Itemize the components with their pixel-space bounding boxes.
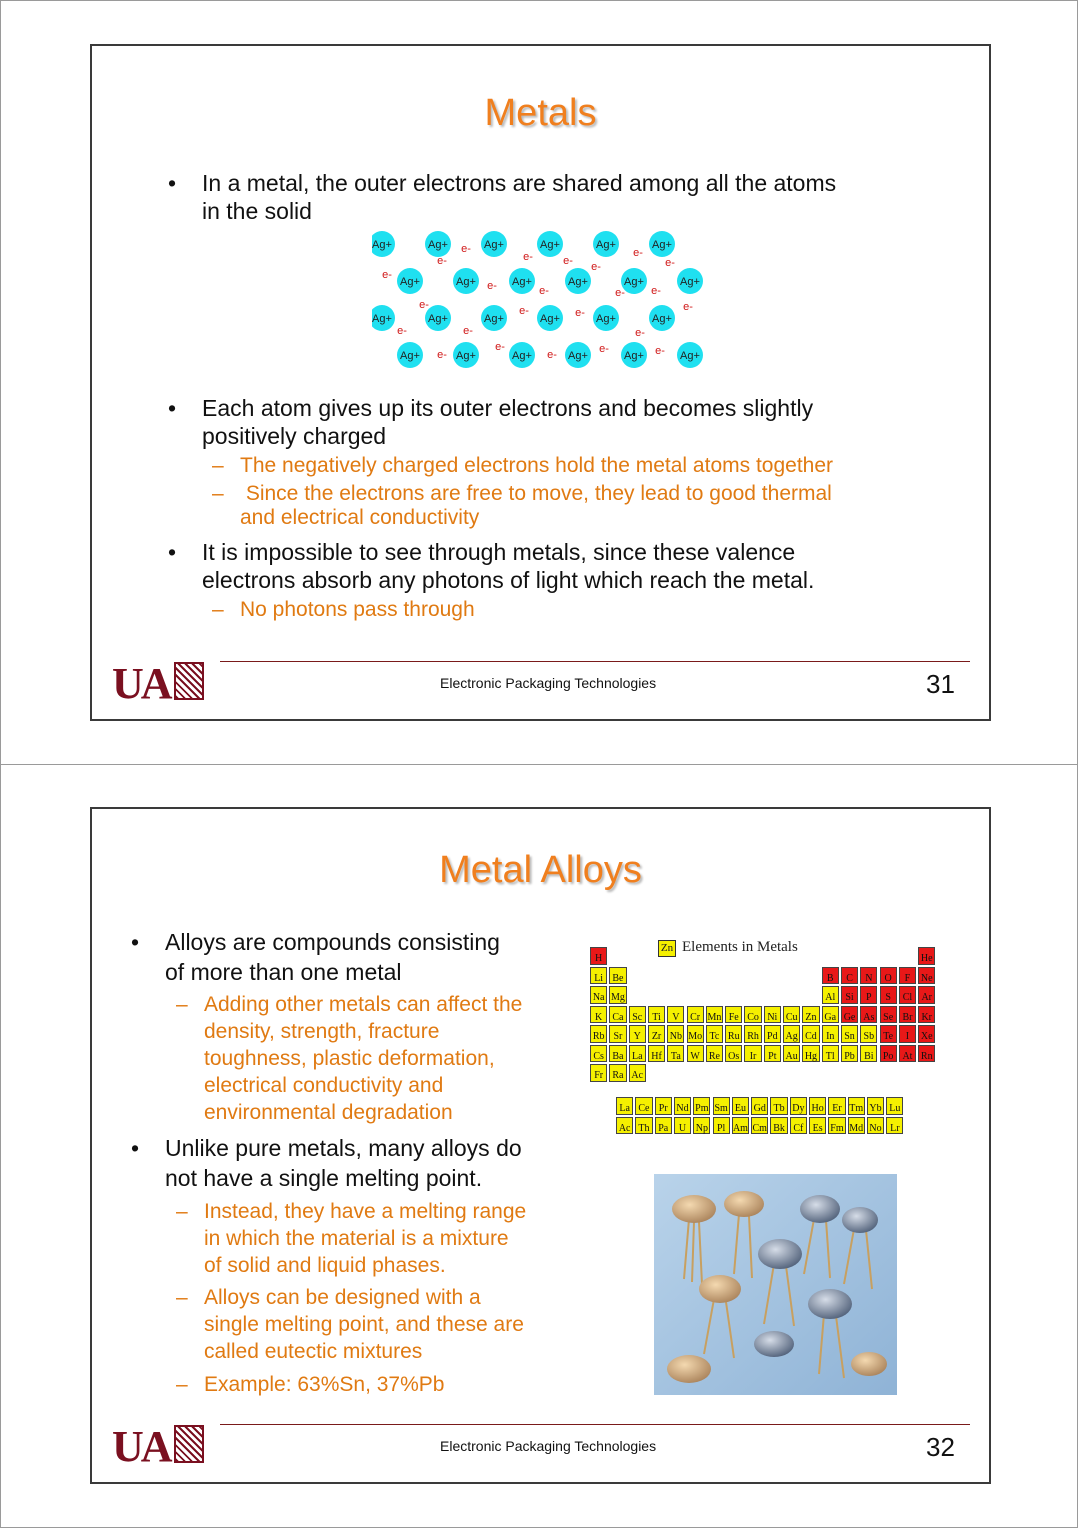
svg-text:Ag+: Ag+ <box>428 239 448 251</box>
bullet-1 <box>168 169 942 225</box>
element-cell: Na <box>590 986 607 1004</box>
element-cell: Zn <box>802 1006 819 1024</box>
ag-ion <box>453 268 479 294</box>
element-cell: Rh <box>744 1025 761 1043</box>
ag-ion <box>565 342 591 368</box>
element-cell: Tm <box>848 1097 865 1115</box>
sub-bullet-2a-line-2: in which the material is a mixture <box>204 1227 509 1250</box>
element-cell: O <box>880 967 897 985</box>
logo-mark-icon <box>174 1425 204 1463</box>
element-cell: Pb <box>841 1045 858 1063</box>
bullet-2-line-2: not have a single melting point. <box>165 1165 483 1191</box>
element-cell: Au <box>783 1045 800 1063</box>
bullet-3-line-2: electrons absorb any photons of light which reach the metal. <box>202 567 815 593</box>
svg-text:Ag+: Ag+ <box>372 313 392 325</box>
element-cell: Li <box>590 967 607 985</box>
electron: e- <box>539 285 549 297</box>
sub-bullet-dash: – <box>212 454 224 477</box>
bullet-dot: • <box>131 1135 140 1161</box>
ag-ion <box>621 268 647 294</box>
sub-bullet-1a-line-2: density, strength, fracture <box>204 1020 440 1043</box>
svg-text:Ag+: Ag+ <box>456 276 476 288</box>
element-cell: No <box>867 1117 884 1135</box>
element-cell: Re <box>706 1045 723 1063</box>
svg-text:Ag+: Ag+ <box>512 350 532 362</box>
sub-bullet-1a-line-5: environmental degradation <box>204 1101 453 1124</box>
element-cell: Ra <box>609 1064 626 1082</box>
ag-ion <box>425 231 451 257</box>
element-cell: W <box>687 1045 704 1063</box>
element-cell: K <box>590 1006 607 1024</box>
element-cell: Pa <box>655 1117 672 1135</box>
element-cell: Cu <box>783 1006 800 1024</box>
element-cell: Nd <box>674 1097 691 1115</box>
transistors-photo <box>654 1174 897 1395</box>
sub-bullet-1a-line-4: electrical conductivity and <box>204 1074 444 1097</box>
electron: e- <box>655 345 665 357</box>
bullet-dot: • <box>168 170 177 196</box>
element-cell: Ir <box>744 1045 761 1063</box>
bullet-2 <box>168 394 942 450</box>
element-cell: Tc <box>706 1025 723 1043</box>
element-cell: Rb <box>590 1025 607 1043</box>
footer-line <box>220 1424 970 1425</box>
sub-bullet-2a <box>212 452 940 479</box>
element-cell: N <box>860 967 877 985</box>
bullet-dot: • <box>131 929 140 955</box>
element-cell: Sn <box>841 1025 858 1043</box>
bullet-1-line-2: in the solid <box>202 198 312 224</box>
sub-bullet-1a-line-3: toughness, plastic deformation, <box>204 1047 495 1070</box>
electron: e- <box>635 327 645 339</box>
ag-ion <box>537 305 563 331</box>
slide-32 <box>90 807 991 1484</box>
electron: e- <box>523 251 533 263</box>
svg-text:Ag+: Ag+ <box>624 350 644 362</box>
element-cell: As <box>860 1006 877 1024</box>
svg-text:Ag+: Ag+ <box>652 239 672 251</box>
electron: e- <box>461 243 471 255</box>
ag-ion <box>397 342 423 368</box>
periodic-table <box>588 935 960 1145</box>
element-cell: Mo <box>687 1025 704 1043</box>
ag-ion <box>425 305 451 331</box>
legend-swatch: Zn <box>658 940 676 957</box>
element-cell: U <box>674 1117 691 1135</box>
svg-text:Ag+: Ag+ <box>540 313 560 325</box>
element-cell: Pr <box>655 1097 672 1115</box>
electron: e- <box>651 285 661 297</box>
element-cell: Bi <box>860 1045 877 1063</box>
svg-text:Ag+: Ag+ <box>372 239 392 251</box>
element-cell: Y <box>629 1025 646 1043</box>
footer-line <box>220 661 970 662</box>
element-cell: Sm <box>713 1097 730 1115</box>
ag-ion <box>372 305 395 331</box>
element-cell: Np <box>693 1117 710 1135</box>
element-cell: Ni <box>764 1006 781 1024</box>
electron: e- <box>665 257 675 269</box>
ag-ion <box>649 231 675 257</box>
ag-ion <box>453 342 479 368</box>
svg-text:Ag+: Ag+ <box>400 350 420 362</box>
element-cell: Ru <box>725 1025 742 1043</box>
sub-bullet-2a-line-3: of solid and liquid phases. <box>204 1254 446 1277</box>
table-legend <box>658 939 798 957</box>
element-cell: Yb <box>867 1097 884 1115</box>
element-cell: La <box>629 1045 646 1063</box>
element-cell: Er <box>828 1097 845 1115</box>
page-number: 31 <box>926 669 955 699</box>
electron: e- <box>419 299 429 311</box>
ag-ion <box>649 305 675 331</box>
element-cell: Pt <box>764 1045 781 1063</box>
electron: e- <box>397 325 407 337</box>
sub-bullet-2b <box>212 482 940 530</box>
element-cell: Mn <box>706 1006 723 1024</box>
element-cell: Ne <box>918 967 935 985</box>
element-cell: V <box>667 1006 684 1024</box>
slide-31 <box>90 44 991 721</box>
bullet-1-line-1: Alloys are compounds consisting <box>165 929 500 955</box>
bullet-1 <box>131 927 585 987</box>
svg-text:Ag+: Ag+ <box>484 313 504 325</box>
electron: e- <box>382 269 392 281</box>
sub-bullet-2a-line-1: Instead, they have a melting range <box>204 1200 527 1223</box>
svg-text:Ag+: Ag+ <box>456 350 476 362</box>
svg-text:Ag+: Ag+ <box>428 313 448 325</box>
element-cell: Al <box>822 986 839 1004</box>
svg-text:Ag+: Ag+ <box>652 313 672 325</box>
ag-ion <box>397 268 423 294</box>
ag-ion <box>677 342 703 368</box>
element-cell: Os <box>725 1045 742 1063</box>
element-cell: Ho <box>809 1097 826 1115</box>
element-cell: Br <box>899 1006 916 1024</box>
element-cell: Bk <box>770 1117 787 1135</box>
element-cell: Be <box>609 967 626 985</box>
sub-bullet-dash: – <box>212 482 224 505</box>
element-cell: Co <box>744 1006 761 1024</box>
ag-ion <box>509 268 535 294</box>
element-cell: Sc <box>629 1006 646 1024</box>
bullet-1-line-2: of more than one metal <box>165 959 402 985</box>
element-cell: C <box>841 967 858 985</box>
element-cell: Tb <box>770 1097 787 1115</box>
element-cell: Pd <box>764 1025 781 1043</box>
uam-logo <box>112 658 204 709</box>
logo-mark-icon <box>174 662 204 700</box>
element-cell: Fr <box>590 1064 607 1082</box>
svg-text:Ag+: Ag+ <box>400 276 420 288</box>
sub-bullet-3a <box>212 596 940 623</box>
element-cell: Eu <box>732 1097 749 1115</box>
sub-bullet-2c-text: Example: 63%Sn, 37%Pb <box>204 1373 445 1396</box>
sub-bullet-2a-text: The negatively charged electrons hold the metal atoms together <box>240 454 834 477</box>
sub-bullet-2b-line-2: and electrical conductivity <box>240 506 480 529</box>
electron: e- <box>463 325 473 337</box>
sub-bullet-2b-line-1: Alloys can be designed with a <box>204 1286 481 1309</box>
element-cell: Th <box>635 1117 652 1135</box>
electron: e- <box>633 247 643 259</box>
sub-bullet-1a <box>176 991 584 1126</box>
element-cell: Cd <box>802 1025 819 1043</box>
electron: e- <box>487 280 497 292</box>
element-cell: Gd <box>751 1097 768 1115</box>
element-cell: Ca <box>609 1006 626 1024</box>
bullet-dot: • <box>168 395 177 421</box>
element-cell: H <box>590 947 607 965</box>
ag-ion <box>593 305 619 331</box>
bullet-2-line-2: positively charged <box>202 423 387 449</box>
logo-text: UA <box>112 659 170 708</box>
sub-bullet-dash: – <box>212 598 224 621</box>
electron: e- <box>563 255 573 267</box>
sub-bullet-2b-line-3: called eutectic mixtures <box>204 1340 423 1363</box>
element-cell: Cf <box>790 1117 807 1135</box>
element-cell: Po <box>880 1045 897 1063</box>
uam-logo <box>112 1421 204 1472</box>
legend-text: Elements in Metals <box>682 939 798 955</box>
svg-text:Ag+: Ag+ <box>484 239 504 251</box>
element-cell: Ga <box>822 1006 839 1024</box>
element-cell: Lr <box>886 1117 903 1135</box>
svg-text:Ag+: Ag+ <box>624 276 644 288</box>
element-cell: Tl <box>822 1045 839 1063</box>
footer-text: Electronic Packaging Technologies <box>440 1438 657 1454</box>
element-cell: Ta <box>667 1045 684 1063</box>
element-cell: Ti <box>648 1006 665 1024</box>
element-cell: Ge <box>841 1006 858 1024</box>
ag-ion <box>565 268 591 294</box>
element-cell: Es <box>809 1117 826 1135</box>
ag-ion <box>677 268 703 294</box>
element-cell: Sr <box>609 1025 626 1043</box>
element-cell: Si <box>841 986 858 1004</box>
electron: e- <box>495 341 505 353</box>
element-cell: In <box>822 1025 839 1043</box>
element-cell: Rn <box>918 1045 935 1063</box>
svg-text:Ag+: Ag+ <box>512 276 532 288</box>
element-cell: Mg <box>609 986 626 1004</box>
element-cell: Hf <box>648 1045 665 1063</box>
ag-ion <box>509 342 535 368</box>
metal-lattice-diagram <box>372 226 722 371</box>
element-cell: Te <box>880 1025 897 1043</box>
sub-bullet-1a-line-1: Adding other metals can affect the <box>204 993 523 1016</box>
element-cell: Ba <box>609 1045 626 1063</box>
slide-title: Metals <box>484 92 597 134</box>
element-cell: Zr <box>648 1025 665 1043</box>
element-cell: Cs <box>590 1045 607 1063</box>
element-cell: Cl <box>899 986 916 1004</box>
element-cell: Sb <box>860 1025 877 1043</box>
element-cell: Cm <box>751 1117 768 1135</box>
electron: e- <box>547 349 557 361</box>
sub-bullet-dash: – <box>176 1286 188 1309</box>
slide-title: Metal Alloys <box>439 849 642 891</box>
sub-bullet-dash: – <box>176 993 188 1016</box>
element-cell: Cr <box>687 1006 704 1024</box>
element-cell: Pl <box>713 1117 730 1135</box>
element-cell: Se <box>880 1006 897 1024</box>
bullet-3-line-1: It is impossible to see through metals, since these valence <box>202 539 796 565</box>
transistors-image <box>654 1174 897 1395</box>
electron: e- <box>683 301 693 313</box>
sub-bullet-dash: – <box>176 1200 188 1223</box>
sub-bullet-2b-line-1: Since the electrons are free to move, they lead to good thermal <box>240 482 832 505</box>
svg-text:Ag+: Ag+ <box>568 276 588 288</box>
electron: e- <box>519 305 529 317</box>
element-cell: Pm <box>693 1097 710 1115</box>
ag-ion <box>537 231 563 257</box>
element-cell: Ce <box>635 1097 652 1115</box>
electron: e- <box>575 307 585 319</box>
ag-ion <box>372 231 395 257</box>
electron: e- <box>615 287 625 299</box>
element-cell: Fe <box>725 1006 742 1024</box>
ag-ion <box>481 231 507 257</box>
element-cell: Ag <box>783 1025 800 1043</box>
electron: e- <box>437 255 447 267</box>
logo-text: UA <box>112 1422 170 1471</box>
svg-text:Ag+: Ag+ <box>540 239 560 251</box>
element-cell: P <box>860 986 877 1004</box>
bullet-2-line-1: Unlike pure metals, many alloys do <box>165 1135 522 1161</box>
element-cell: Ac <box>629 1064 646 1082</box>
ag-ion <box>481 305 507 331</box>
sub-bullet-2c <box>176 1371 584 1398</box>
element-cell: Lu <box>886 1097 903 1115</box>
svg-text:Ag+: Ag+ <box>596 313 616 325</box>
bullet-1-line-1: In a metal, the outer electrons are shared among all the atoms <box>202 170 837 196</box>
bullet-3 <box>168 538 942 594</box>
svg-text:Ag+: Ag+ <box>680 350 700 362</box>
element-cell: F <box>899 967 916 985</box>
element-cell: Xe <box>918 1025 935 1043</box>
element-cell: La <box>616 1097 633 1115</box>
element-cell: At <box>899 1045 916 1063</box>
element-cell: Fm <box>828 1117 845 1135</box>
element-cell: Md <box>848 1117 865 1135</box>
element-cell: Dy <box>790 1097 807 1115</box>
svg-text:Ag+: Ag+ <box>680 276 700 288</box>
sub-bullet-2b-line-2: single melting point, and these are <box>204 1313 524 1336</box>
element-cell: Am <box>732 1117 749 1135</box>
sub-bullet-2a <box>176 1198 584 1279</box>
ag-ion <box>593 231 619 257</box>
electron: e- <box>437 349 447 361</box>
electron: e- <box>591 261 601 273</box>
element-cell: He <box>918 947 935 965</box>
sub-bullet-2b <box>176 1284 584 1365</box>
bullet-dot: • <box>168 539 177 565</box>
element-cell: Ar <box>918 986 935 1004</box>
bullet-2 <box>131 1133 585 1193</box>
element-cell: Ac <box>616 1117 633 1135</box>
ag-ion <box>621 342 647 368</box>
sub-bullet-3a-text: No photons pass through <box>240 598 475 621</box>
page-number: 32 <box>926 1432 955 1462</box>
bullet-2-line-1: Each atom gives up its outer electrons and becomes slightly <box>202 395 814 421</box>
svg-text:Ag+: Ag+ <box>596 239 616 251</box>
element-cell: Kr <box>918 1006 935 1024</box>
sub-bullet-dash: – <box>176 1373 188 1396</box>
element-cell: Hg <box>802 1045 819 1063</box>
footer-text: Electronic Packaging Technologies <box>440 675 657 691</box>
svg-text:Ag+: Ag+ <box>568 350 588 362</box>
element-cell: Nb <box>667 1025 684 1043</box>
electron: e- <box>599 343 609 355</box>
element-cell: S <box>880 986 897 1004</box>
element-cell: B <box>822 967 839 985</box>
element-cell: I <box>899 1025 916 1043</box>
